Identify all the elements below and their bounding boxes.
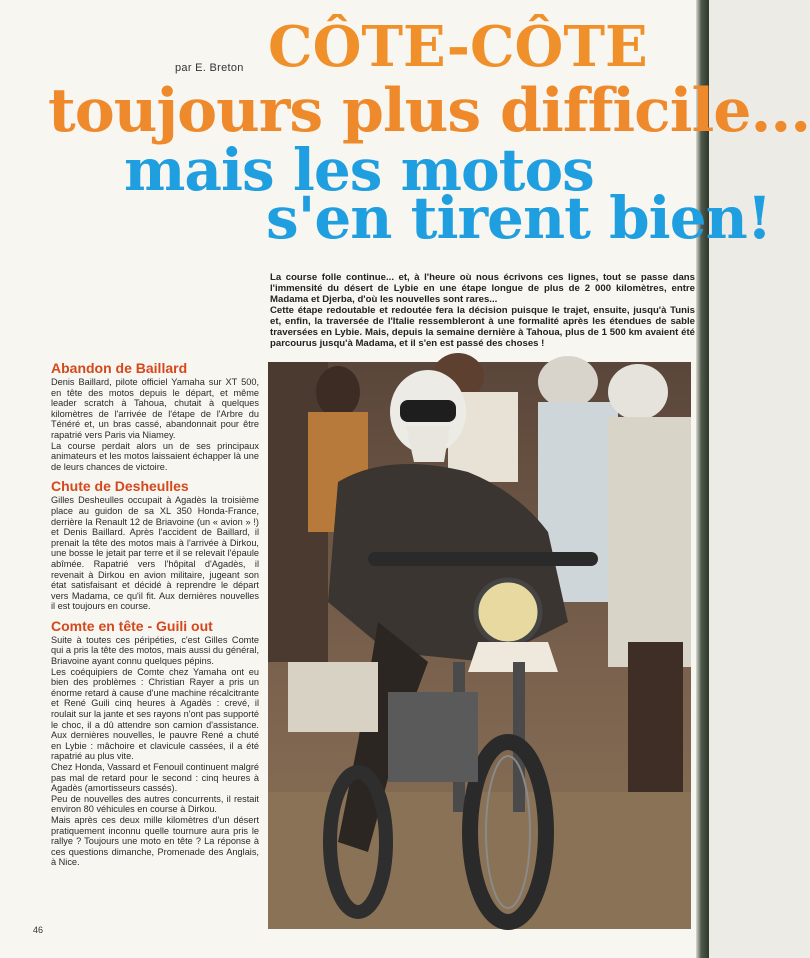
title-line-1: CÔTE-CÔTE — [268, 14, 648, 80]
motorcycle-rider-illustration — [268, 362, 691, 929]
section-comte — [51, 618, 259, 868]
section-heading: Comte en tête - Guili out — [51, 617, 213, 634]
title-line-3: mais les motos — [124, 136, 594, 204]
byline: par E. Breton — [175, 62, 244, 74]
body-paragraph: Suite à toutes ces péripéties, c'est Gilles Comte qui a pris la tête des motos, mais aussi du général, Briavoine ayant connu quelques pépins. — [51, 634, 259, 667]
title-line-2: toujours plus difficile... — [48, 76, 810, 146]
page-number: 46 — [33, 925, 44, 935]
section-desheulles — [51, 478, 259, 612]
lede-paragraph: Cette étape redoutable et redoutée fera la décision puisque le trajet, ensuite, jusqu'à Tunis et, enfin, la traversée de l'Italie ressembleront à une formalité après les étendues de sable traversées en Lybie. Mais, depuis la semaine dernière à Tahoua, plus de 1 500 km avaient été parcourus jusqu'à Madama, et il s'en est passé des choses ! — [270, 305, 695, 349]
article-column — [51, 360, 259, 874]
lede — [270, 272, 695, 349]
section-baillard — [51, 360, 259, 472]
body-paragraph: Gilles Desheulles occupait à Agadès la troisième place au guidon de sa XL 350 Honda-France, derrière la Renault 12 de Briavoine (un « avion » !) et Denis Baillard. Après l'accident de Baillard, il prenait la tête des motos mais à l'arrivée à Dirkou, une bosse le jetait par terre et il se relevait l'épaule abîmée. Rapatrié vers l'hôpital d'Agadès, il revenait à Dirkou en avion militaire, jugeant son état satisfaisant et décidé à reprendre le départ vers Madama, ce qu'il fit. Aux dernières nouvelles il est toujours en course. — [51, 495, 259, 612]
section-heading: Abandon de Baillard — [51, 360, 188, 376]
section-heading: Chute de Desheulles — [51, 478, 189, 495]
rider-photo — [268, 362, 691, 929]
body-paragraph: Chez Honda, Vassard et Fenouil continuent malgré pas mal de retard pour le second : cinq heures à Agadès (amortisseurs cassés). — [51, 762, 259, 794]
body-paragraph: Les coéquipiers de Comte chez Yamaha ont eu bien des problèmes : Christian Rayer a pris un énorme retard à cause d'une machine récalcitrante et René Guili cinq heures à Agadès : crevé, il roulait sur la jante et ses rayons n'ont pas supporté le choc, il a dû attendre son camion d'assistance. Aux dernières nouvelles, le pauvre René a chuté en Lybie : mâchoire et clavicule cassées, il a été rapatrié au plus vite. — [51, 666, 259, 762]
lede-paragraph: La course folle continue... et, à l'heure où nous écrivons ces lignes, tout se passe dans l'immensité du désert de Lybie en une étape longue de plus de 2 000 kilomètres, entre Madama et Djerba, d'où les nouvelles sont rares... — [270, 272, 695, 305]
body-paragraph: Mais après ces deux mille kilomètres d'un désert pratiquement inconnu quelle tournure aura pris le rallye ? Toujours une moto en tête ? La réponse à ces questions dimanche, Promenade des Anglais, à Nice. — [51, 814, 259, 868]
body-paragraph: Peu de nouvelles des autres concurrents, il restait environ 80 véhicules en course à Dirkou. — [51, 793, 259, 815]
body-paragraph: La course perdait alors un de ses principaux animateurs et les motos laissaient échapper là une de leurs chances de victoire. — [51, 440, 259, 472]
body-paragraph: Denis Baillard, pilote officiel Yamaha sur XT 500, en tête des motos depuis le départ, et même leader scratch à Tahoua, chutait à quelques kilomètres de l'arrivée de l'étape de l'Arbre du Ténéré et, un bras cassé, abandonnait pour être rapatrié vers Paris via Niamey. — [51, 377, 259, 440]
title-line-4: s'en tirent bien! — [266, 184, 772, 252]
